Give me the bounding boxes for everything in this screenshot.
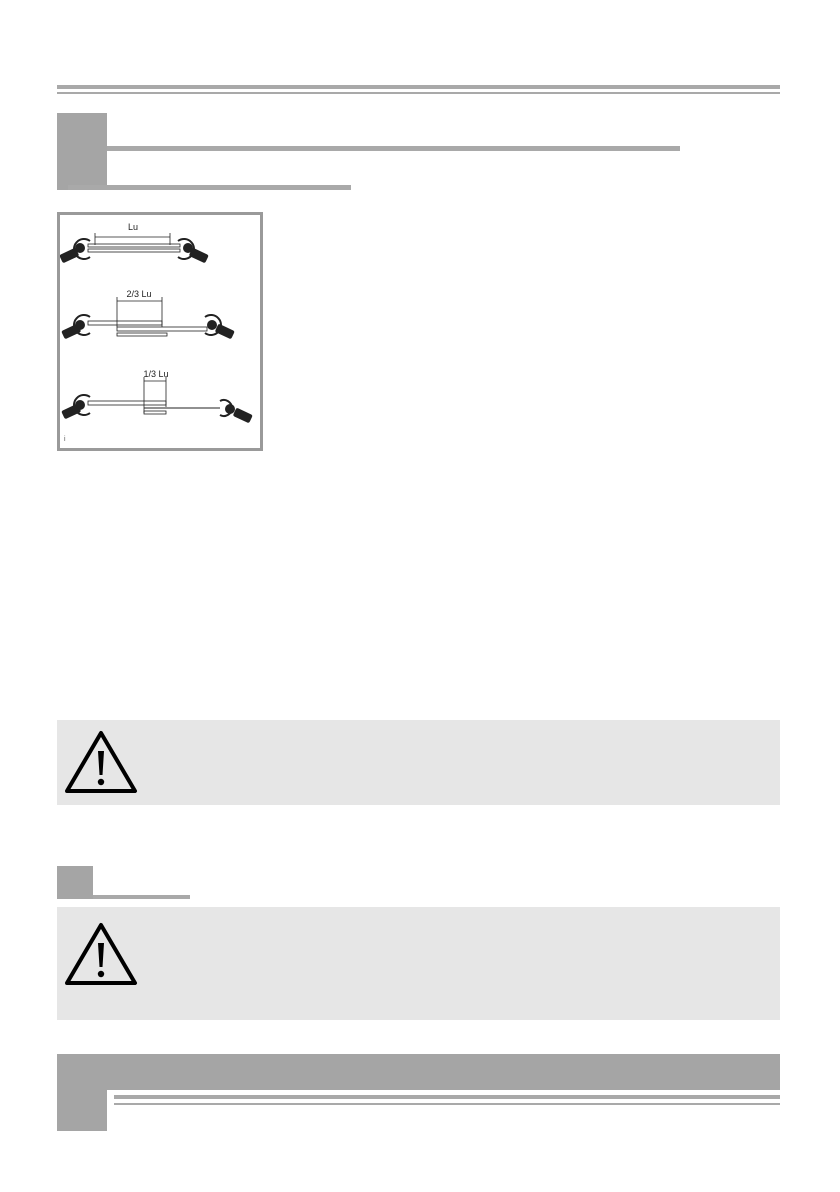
bottom-section-marker xyxy=(57,1090,107,1131)
shaft-row-full xyxy=(60,222,209,263)
section-marker-1 xyxy=(57,113,107,190)
top-rule-thick xyxy=(57,85,780,89)
bottom-header-bar xyxy=(57,1054,780,1090)
bottom-rule-thin xyxy=(114,1103,780,1105)
pto-shaft-diagram xyxy=(60,215,260,448)
shaft-row-one-third xyxy=(61,369,253,423)
label-one-third-lu: 1/3 Lu xyxy=(143,369,169,379)
section-header-rule-2 xyxy=(93,895,190,899)
section-header-rule-1a xyxy=(107,146,680,151)
label-lu: Lu xyxy=(127,222,139,232)
warning-box-2 xyxy=(57,907,780,1020)
section-header-rule-1b xyxy=(68,185,351,190)
warning-triangle-icon xyxy=(63,729,139,795)
pto-shaft-figure xyxy=(57,212,263,451)
top-rule-thin xyxy=(57,92,780,94)
figure-corner-mark: i xyxy=(64,436,66,443)
shaft-row-two-thirds xyxy=(61,289,235,339)
warning-triangle-icon xyxy=(63,921,139,987)
section-marker-2 xyxy=(57,866,93,899)
bottom-rule-thick xyxy=(114,1095,780,1099)
warning-box-1 xyxy=(57,720,780,805)
label-two-thirds-lu: 2/3 Lu xyxy=(126,289,152,299)
